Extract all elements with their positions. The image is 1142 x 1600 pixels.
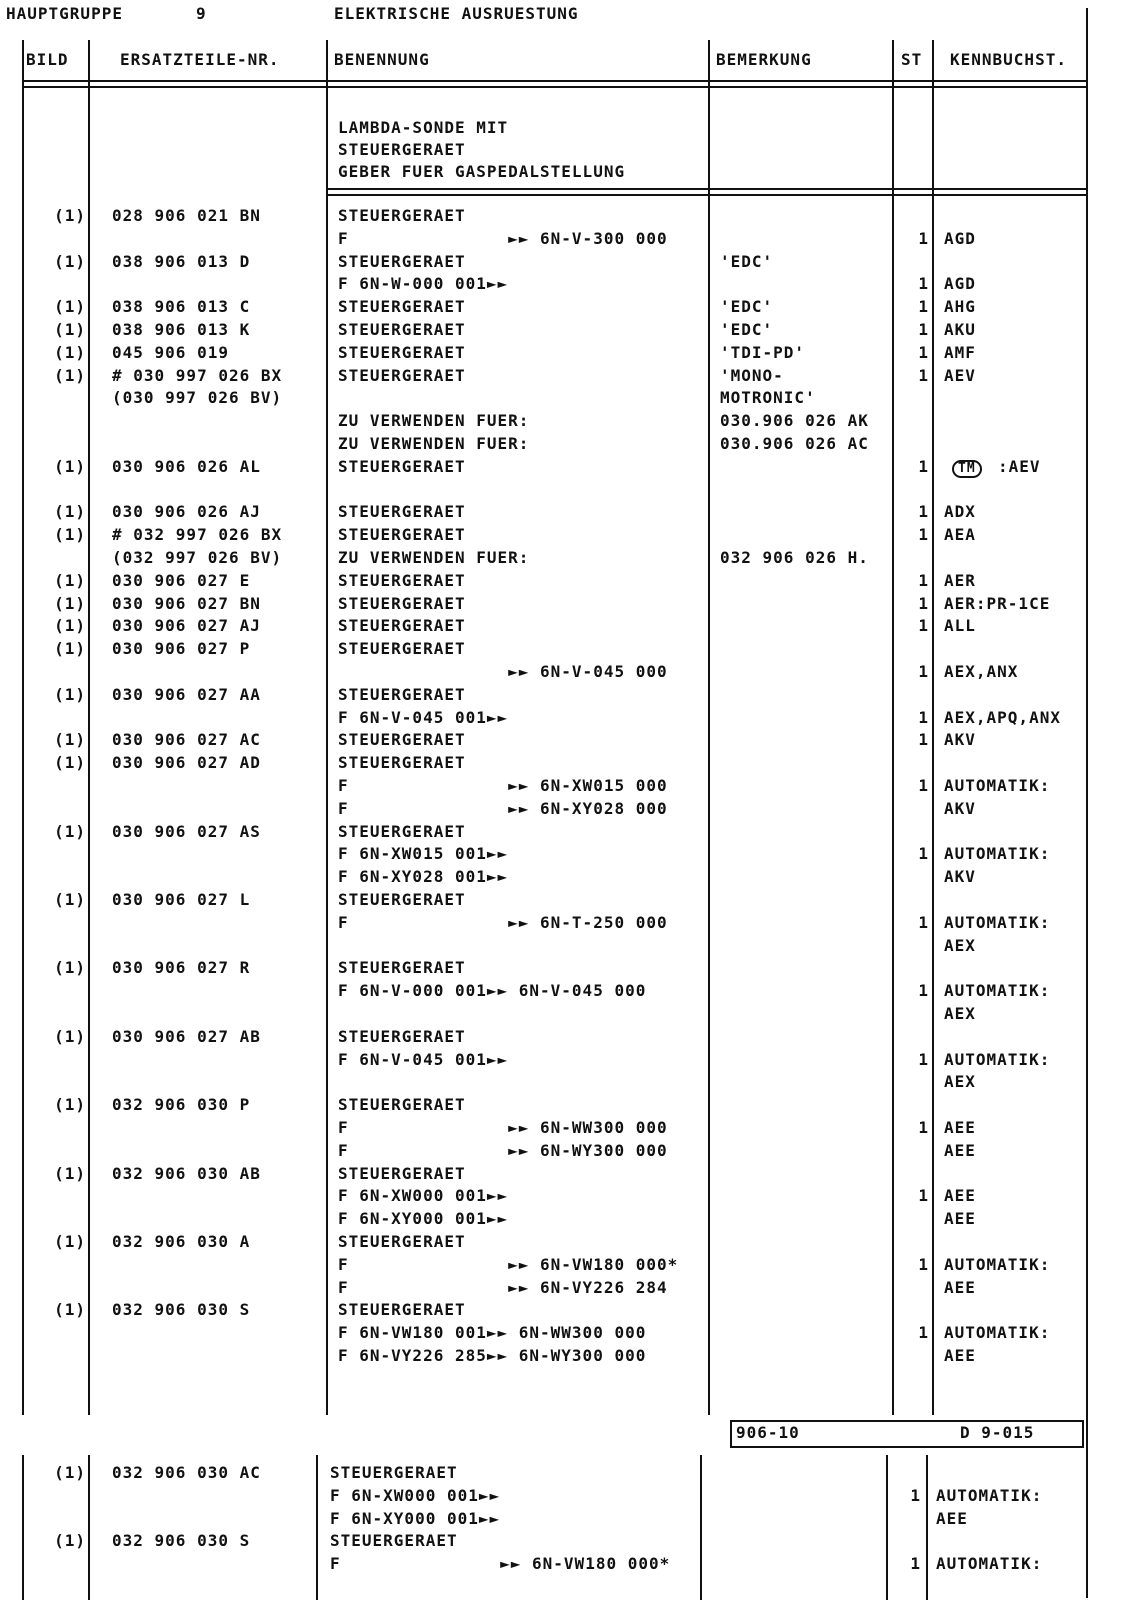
name-cell: F ►► 6N-XY028 000 — [338, 798, 668, 818]
table-row — [0, 798, 1142, 820]
bild-cell: (1) — [54, 821, 86, 841]
name-cell: STEUERGERAET — [338, 320, 466, 339]
name-cell: F 6N-VY226 285►► 6N-WY300 000 — [338, 1346, 647, 1365]
name-cell: ►► 6N-V-045 000 — [338, 662, 668, 681]
part-number-cell: 032 906 030 S — [112, 1531, 251, 1551]
quantity-cell: 1 — [918, 912, 929, 932]
code-cell: AEE — [944, 1277, 976, 1297]
name-cell: F 6N-XY000 001►► — [338, 1209, 509, 1229]
quantity-cell: 1 — [918, 593, 929, 613]
bild-cell: (1) — [54, 297, 86, 317]
name-cell: F ►► 6N-VW180 000* — [330, 1554, 671, 1574]
name-cell: F 6N-XW015 001►► — [338, 844, 509, 864]
part-number-cell: 030 906 027 BN — [112, 593, 261, 613]
quantity-cell: 1 — [910, 1485, 921, 1505]
code-cell: AKV — [944, 730, 976, 750]
code-cell: AEV — [944, 365, 976, 385]
part-number-cell: # 032 997 026 BX — [112, 525, 283, 545]
part-number-cell: 030 906 027 AS — [112, 821, 261, 841]
table-row — [0, 1553, 1142, 1575]
name-cell: STEUERGERAET — [338, 1163, 466, 1183]
code-cell: ADX — [944, 502, 976, 522]
code-cell: AEE — [944, 1346, 976, 1365]
part-number-cell: 032 906 030 AC — [112, 1463, 261, 1482]
code-cell: AKV — [944, 867, 976, 887]
quantity-cell: 1 — [918, 1323, 929, 1343]
name-cell: F ►► 6N-XW015 000 — [338, 776, 668, 795]
name-cell: STEUERGERAET — [338, 456, 466, 476]
name-cell: STEUERGERAET — [338, 502, 466, 522]
col-kenn: KENNBUCHST. — [950, 50, 1067, 69]
bild-cell: (1) — [54, 206, 86, 225]
name-cell: ZU VERWENDEN FUER: — [338, 434, 530, 453]
name-cell: F 6N-XW000 001►► — [338, 1186, 509, 1206]
table-row — [0, 387, 1142, 409]
part-number-cell: 030 906 027 AA — [112, 684, 261, 704]
table-row — [0, 1140, 1142, 1162]
table-row — [0, 935, 1142, 957]
code-cell: AEA — [944, 525, 976, 545]
table-row — [0, 866, 1142, 888]
code-cell: AUTOMATIK: — [944, 981, 1051, 1001]
code-cell: AHG — [944, 297, 976, 317]
part-number-cell: 032 906 030 P — [112, 1095, 251, 1115]
table-row — [0, 319, 1142, 341]
table-row — [0, 1322, 1142, 1344]
part-number-cell: 038 906 013 C — [112, 297, 251, 317]
code-cell: AEE — [944, 1209, 976, 1229]
section-rule-1 — [328, 188, 1088, 190]
table-row — [0, 228, 1142, 250]
code-cell: AUTOMATIK: — [944, 1323, 1051, 1343]
table-row — [0, 912, 1142, 934]
code-cell: :AEV — [998, 456, 1041, 476]
name-cell: STEUERGERAET — [338, 684, 466, 704]
col-st: ST — [901, 50, 923, 69]
table-row — [0, 707, 1142, 729]
note-cell: 'EDC' — [720, 320, 774, 339]
table-row — [0, 570, 1142, 592]
name-cell: STEUERGERAET — [338, 1026, 466, 1046]
code-cell: AUTOMATIK: — [944, 912, 1051, 932]
name-cell: STEUERGERAET — [338, 639, 466, 659]
name-cell: STEUERGERAET — [338, 206, 466, 225]
table-row — [0, 1071, 1142, 1093]
code-cell: AUTOMATIK: — [944, 844, 1051, 864]
bild-cell: (1) — [54, 1531, 86, 1551]
name-cell: STEUERGERAET — [338, 730, 466, 750]
name-cell: F 6N-V-045 001►► — [338, 707, 509, 727]
quantity-cell: 1 — [910, 1554, 921, 1574]
name-cell: STEUERGERAET — [338, 1232, 466, 1251]
code-cell: AGD — [944, 274, 976, 294]
code-cell: AUTOMATIK: — [944, 1254, 1051, 1274]
name-cell: STEUERGERAET — [338, 365, 466, 385]
table-row — [0, 205, 1142, 227]
code-cell: AKV — [944, 798, 976, 818]
note-cell: 030.906 026 AK — [720, 411, 869, 431]
name-cell: STEUERGERAET — [338, 616, 466, 636]
table-row — [0, 593, 1142, 615]
name-cell: F 6N-V-000 001►► 6N-V-045 000 — [338, 981, 647, 1001]
table-row — [0, 889, 1142, 911]
name-cell: F ►► 6N-T-250 000 — [338, 912, 668, 932]
part-number-cell: (030 997 026 BV) — [112, 388, 283, 408]
name-cell: STEUERGERAET — [338, 593, 466, 613]
table-row — [0, 661, 1142, 683]
bild-cell: (1) — [54, 1232, 86, 1251]
code-cell: AEX,APQ,ANX — [944, 707, 1061, 727]
table-row — [0, 1003, 1142, 1025]
table-row — [0, 957, 1142, 979]
part-number-cell: 030 906 027 AB — [112, 1026, 261, 1046]
code-cell: AUTOMATIK: — [936, 1554, 1043, 1574]
part-number-cell: 032 906 030 A — [112, 1232, 251, 1251]
name-cell: STEUERGERAET — [330, 1531, 458, 1551]
code-cell: AEE — [944, 1186, 976, 1206]
quantity-cell: 1 — [918, 1254, 929, 1274]
bild-cell: (1) — [54, 684, 86, 704]
quantity-cell: 1 — [918, 776, 929, 795]
name-cell: ZU VERWENDEN FUER: — [338, 548, 530, 567]
name-cell: F ►► 6N-WY300 000 — [338, 1140, 668, 1160]
table-row — [0, 1117, 1142, 1139]
bild-cell: (1) — [54, 342, 86, 362]
name-cell: STEUERGERAET — [338, 753, 466, 773]
code-cell: AMF — [944, 342, 976, 362]
group-title: ELEKTRISCHE AUSRUESTUNG — [334, 4, 579, 23]
name-cell: STEUERGERAET — [330, 1463, 458, 1482]
part-number-cell: 038 906 013 K — [112, 320, 251, 339]
tm-stamp-icon: TM — [952, 460, 982, 478]
part-number-cell: 030 906 027 R — [112, 958, 251, 978]
bild-cell: (1) — [54, 958, 86, 978]
table-row — [0, 1485, 1142, 1507]
name-cell: STEUERGERAET — [338, 890, 466, 909]
name-cell: ZU VERWENDEN FUER: — [338, 411, 530, 431]
reference-left: 906-10 — [736, 1423, 800, 1442]
code-cell: AEE — [944, 1118, 976, 1137]
note-cell: 'MONO- — [720, 365, 784, 385]
table-row — [0, 1345, 1142, 1367]
table-row — [0, 524, 1142, 546]
table-row — [0, 615, 1142, 637]
bild-cell: (1) — [54, 365, 86, 385]
note-cell: 032 906 026 H. — [720, 548, 869, 567]
bild-cell: (1) — [54, 753, 86, 773]
part-number-cell: 030 906 027 AC — [112, 730, 261, 750]
code-cell: AUTOMATIK: — [944, 776, 1051, 795]
bild-cell: (1) — [54, 525, 86, 545]
name-cell: F 6N-V-045 001►► — [338, 1049, 509, 1069]
bild-cell: (1) — [54, 456, 86, 476]
name-cell: F 6N-XY000 001►► — [330, 1508, 501, 1528]
group-number: 9 — [196, 4, 207, 23]
table-row — [0, 547, 1142, 569]
bild-cell: (1) — [54, 730, 86, 750]
table-row — [0, 638, 1142, 660]
table-row — [0, 1026, 1142, 1048]
quantity-cell: 1 — [918, 274, 929, 294]
table-row — [0, 843, 1142, 865]
col-part-no: ERSATZTEILE-NR. — [120, 50, 280, 69]
quantity-cell: 1 — [918, 1186, 929, 1206]
table-row — [0, 1185, 1142, 1207]
table-row — [0, 342, 1142, 364]
table-row — [0, 1094, 1142, 1116]
quantity-cell: 1 — [918, 228, 929, 248]
header-rule-2 — [22, 86, 1088, 88]
table-row — [0, 365, 1142, 387]
part-number-cell: 045 906 019 — [112, 342, 229, 362]
name-cell: F 6N-VW180 001►► 6N-WW300 000 — [338, 1323, 647, 1343]
name-cell: F 6N-XW000 001►► — [330, 1485, 501, 1505]
table-row — [0, 410, 1142, 432]
bild-cell: (1) — [54, 1026, 86, 1046]
table-row — [0, 1208, 1142, 1230]
bild-cell: (1) — [54, 570, 86, 590]
code-cell: AEX,ANX — [944, 662, 1019, 681]
bild-cell: (1) — [54, 251, 86, 271]
name-cell: F ►► 6N-VY226 284 — [338, 1277, 668, 1297]
quantity-cell: 1 — [918, 844, 929, 864]
code-cell: AEX — [944, 1072, 976, 1092]
quantity-cell: 1 — [918, 525, 929, 545]
table-row — [0, 251, 1142, 273]
table-row — [0, 296, 1142, 318]
bild-cell: (1) — [54, 1095, 86, 1115]
part-number-cell: 030 906 027 AD — [112, 753, 261, 773]
bild-cell: (1) — [54, 1163, 86, 1183]
table-row — [0, 729, 1142, 751]
bild-cell: (1) — [54, 639, 86, 659]
quantity-cell: 1 — [918, 662, 929, 681]
name-cell: STEUERGERAET — [338, 958, 466, 978]
quantity-cell: 1 — [918, 616, 929, 636]
part-number-cell: # 030 997 026 BX — [112, 365, 283, 385]
col-note: BEMERKUNG — [716, 50, 812, 69]
part-number-cell: 030 906 027 AJ — [112, 616, 261, 636]
group-label: HAUPTGRUPPE — [6, 4, 123, 23]
part-number-cell: 032 906 030 S — [112, 1300, 251, 1320]
table-row — [0, 821, 1142, 843]
section-title-1: LAMBDA-SONDE MIT — [338, 118, 509, 137]
quantity-cell: 1 — [918, 707, 929, 727]
part-number-cell: 030 906 027 E — [112, 570, 251, 590]
part-number-cell: 030 906 027 L — [112, 890, 251, 909]
quantity-cell: 1 — [918, 1118, 929, 1137]
name-cell: STEUERGERAET — [338, 570, 466, 590]
table-row — [0, 980, 1142, 1002]
quantity-cell: 1 — [918, 342, 929, 362]
code-cell: AER — [944, 570, 976, 590]
table-row — [0, 273, 1142, 295]
table-row — [0, 1163, 1142, 1185]
table-row — [0, 684, 1142, 706]
name-cell: F ►► 6N-V-300 000 — [338, 228, 668, 248]
quantity-cell: 1 — [918, 320, 929, 339]
code-cell: AEX — [944, 935, 976, 955]
reference-box — [730, 1420, 1084, 1448]
part-number-cell: 030 906 027 P — [112, 639, 251, 659]
quantity-cell: 1 — [918, 297, 929, 317]
table-row — [0, 456, 1142, 478]
bild-cell: (1) — [54, 890, 86, 909]
col-name: BENENNUNG — [334, 50, 430, 69]
part-number-cell: 030 906 026 AL — [112, 456, 261, 476]
table-row — [0, 1254, 1142, 1276]
name-cell: STEUERGERAET — [338, 251, 466, 271]
name-cell: F ►► 6N-VW180 000* — [338, 1254, 679, 1274]
table-row — [0, 1299, 1142, 1321]
quantity-cell: 1 — [918, 502, 929, 522]
table-row — [0, 479, 1142, 501]
code-cell: ALL — [944, 616, 976, 636]
code-cell: AGD — [944, 228, 976, 248]
part-number-cell: (032 997 026 BV) — [112, 548, 283, 567]
bild-cell: (1) — [54, 320, 86, 339]
code-cell: AEE — [936, 1508, 968, 1528]
name-cell: F 6N-W-000 001►► — [338, 274, 509, 294]
code-cell: AEE — [944, 1140, 976, 1160]
code-cell: AUTOMATIK: — [936, 1485, 1043, 1505]
table-row — [0, 1508, 1142, 1530]
quantity-cell: 1 — [918, 1049, 929, 1069]
code-cell: AER:PR-1CE — [944, 593, 1051, 613]
part-number-cell: 028 906 021 BN — [112, 206, 261, 225]
bild-cell: (1) — [54, 593, 86, 613]
name-cell: STEUERGERAET — [338, 1095, 466, 1115]
table-row — [0, 501, 1142, 523]
table-row — [0, 1530, 1142, 1552]
quantity-cell: 1 — [918, 365, 929, 385]
name-cell: STEUERGERAET — [338, 297, 466, 317]
code-cell: AKU — [944, 320, 976, 339]
table-row — [0, 1462, 1142, 1484]
part-number-cell: 032 906 030 AB — [112, 1163, 261, 1183]
note-cell: MOTRONIC' — [720, 388, 816, 408]
code-cell: AUTOMATIK: — [944, 1049, 1051, 1069]
bild-cell: (1) — [54, 1300, 86, 1320]
name-cell: STEUERGERAET — [338, 821, 466, 841]
part-number-cell: 030 906 026 AJ — [112, 502, 261, 522]
reference-right: D 9-015 — [960, 1423, 1035, 1442]
header-rule-1 — [22, 80, 1088, 82]
table-row — [0, 752, 1142, 774]
name-cell: STEUERGERAET — [338, 525, 466, 545]
table-row — [0, 1049, 1142, 1071]
section-title-3: GEBER FUER GASPEDALSTELLUNG — [338, 162, 626, 181]
quantity-cell: 1 — [918, 456, 929, 476]
name-cell: F 6N-XY028 001►► — [338, 867, 509, 887]
note-cell: 'EDC' — [720, 251, 774, 271]
code-cell: AEX — [944, 1004, 976, 1023]
quantity-cell: 1 — [918, 981, 929, 1001]
bild-cell: (1) — [54, 502, 86, 522]
note-cell: 'EDC' — [720, 297, 774, 317]
note-cell: 'TDI-PD' — [720, 342, 806, 362]
note-cell: 030.906 026 AC — [720, 434, 869, 453]
name-cell: STEUERGERAET — [338, 342, 466, 362]
bild-cell: (1) — [54, 1463, 86, 1482]
col-bild: BILD — [26, 50, 69, 69]
table-row — [0, 433, 1142, 455]
bild-cell: (1) — [54, 616, 86, 636]
table-row — [0, 775, 1142, 797]
quantity-cell: 1 — [918, 730, 929, 750]
part-number-cell: 038 906 013 D — [112, 251, 251, 271]
name-cell: F ►► 6N-WW300 000 — [338, 1118, 668, 1137]
table-row — [0, 1277, 1142, 1299]
section-rule-2 — [328, 194, 1088, 196]
quantity-cell: 1 — [918, 570, 929, 590]
table-row — [0, 1231, 1142, 1253]
name-cell: STEUERGERAET — [338, 1300, 466, 1320]
section-title-2: STEUERGERAET — [338, 140, 466, 159]
